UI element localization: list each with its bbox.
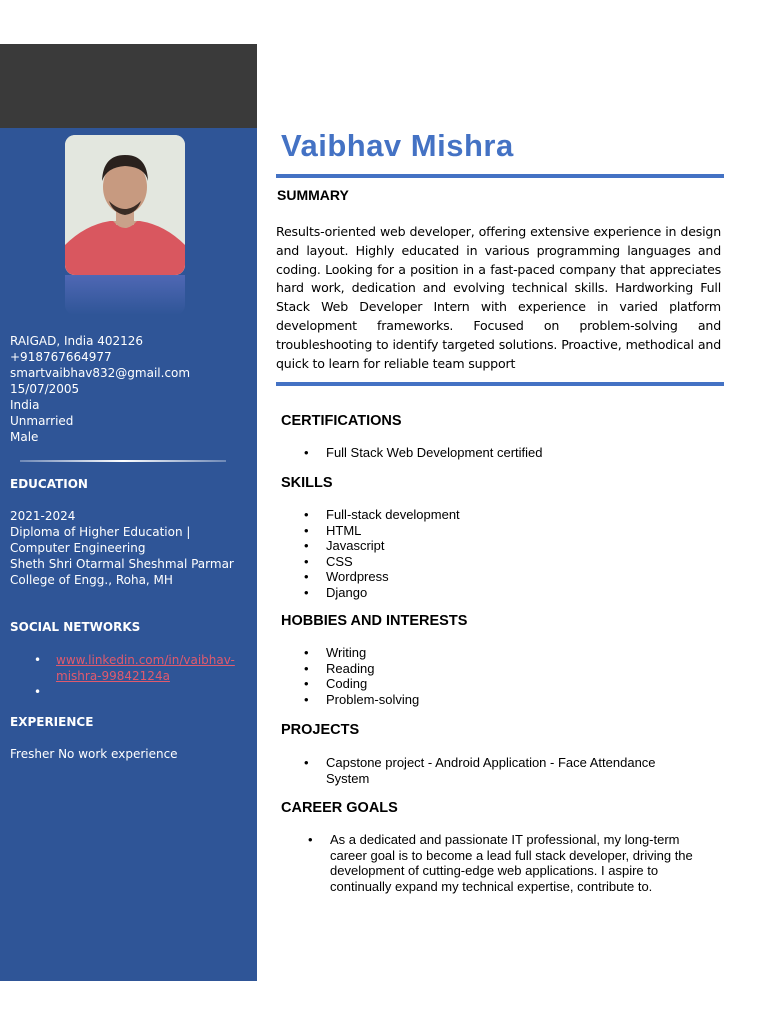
summary-divider [276, 382, 724, 386]
contact-info [10, 333, 250, 445]
profile-photo [65, 135, 185, 275]
linkedin-link[interactable]: www.linkedin.com/in/vaibhav- mishra-99842124a [56, 653, 235, 683]
contact-email: smartvaibhav832@gmail.com [10, 366, 191, 380]
contact-gender: Male [10, 430, 39, 444]
list-item: • Full-stack development [304, 507, 460, 523]
certifications-heading: CERTIFICATIONS [281, 413, 402, 429]
education-years: 2021-2024 [10, 509, 76, 523]
list-item: • Capstone project - Android Application - Face Attendance System [304, 755, 656, 786]
education-heading: EDUCATION [10, 477, 88, 491]
education-line: Computer Engineering [10, 541, 146, 555]
list-item: • Problem-solving [304, 692, 419, 708]
projects-list [304, 755, 656, 786]
projects-heading: PROJECTS [281, 722, 360, 738]
list-item: • CSS [304, 554, 460, 570]
list-item: • HTML [304, 523, 460, 539]
social-item-empty [34, 684, 235, 700]
education-line: College of Engg., Roha, MH [10, 573, 173, 587]
list-item: • As a dedicated and passionate IT professional, my long-term career goal is to become a lead full stack developer, driving the development of cutting-edge web applications. I aspire to continually expand my technical expertise, contribute to. [308, 832, 693, 894]
summary-text: Results-oriented web developer, offering extensive experience in design and layout. Highly educated in various programming languages and coding. Looking for a position in a fast-paced company that appreciates hard work, dedication and evolving technical skills. Hardworking Full Stack Web Developer Intern with experience in varied platform development frameworks. Focused on problem-solving and troubleshooting to identify targeted solutions. Proactive, methodical and quick to learn for reliable team support [276, 224, 721, 371]
contact-address: RAIGAD, India 402126 [10, 334, 144, 348]
career-goals-list [308, 832, 693, 894]
header-band [0, 44, 257, 128]
list-item: • Reading [304, 661, 419, 677]
hobbies-list [304, 645, 419, 707]
contact-country: India [10, 398, 40, 412]
sidebar-divider [20, 460, 226, 462]
name-divider [276, 174, 724, 178]
education-line: Diploma of Higher Education | [10, 525, 191, 539]
skills-heading: SKILLS [281, 475, 333, 491]
contact-marital: Unmarried [10, 414, 74, 428]
list-item: • Writing [304, 645, 419, 661]
social-item [34, 652, 235, 684]
candidate-name: Vaibhav Mishra [281, 128, 514, 163]
sidebar [0, 128, 257, 981]
list-item: • Django [304, 585, 460, 601]
photo-reflection [65, 275, 185, 315]
education-line: Sheth Shri Otarmal Sheshmal Parmar [10, 557, 234, 571]
summary-heading: SUMMARY [277, 187, 349, 203]
list-item: • Javascript [304, 538, 460, 554]
social-heading: SOCIAL NETWORKS [10, 620, 141, 634]
skills-list [304, 507, 460, 600]
list-item: • Wordpress [304, 569, 460, 585]
education-details [10, 508, 250, 588]
certifications-list [304, 445, 543, 461]
career-goals-heading: CAREER GOALS [281, 800, 398, 816]
experience-text: Fresher No work experience [10, 747, 178, 761]
social-list [34, 652, 235, 700]
list-item: • Coding [304, 676, 419, 692]
experience-heading: EXPERIENCE [10, 715, 94, 729]
list-item: • Full Stack Web Development certified [304, 445, 543, 461]
hobbies-heading: HOBBIES AND INTERESTS [281, 613, 468, 629]
contact-dob: 15/07/2005 [10, 382, 80, 396]
contact-phone: +918767664977 [10, 350, 112, 364]
